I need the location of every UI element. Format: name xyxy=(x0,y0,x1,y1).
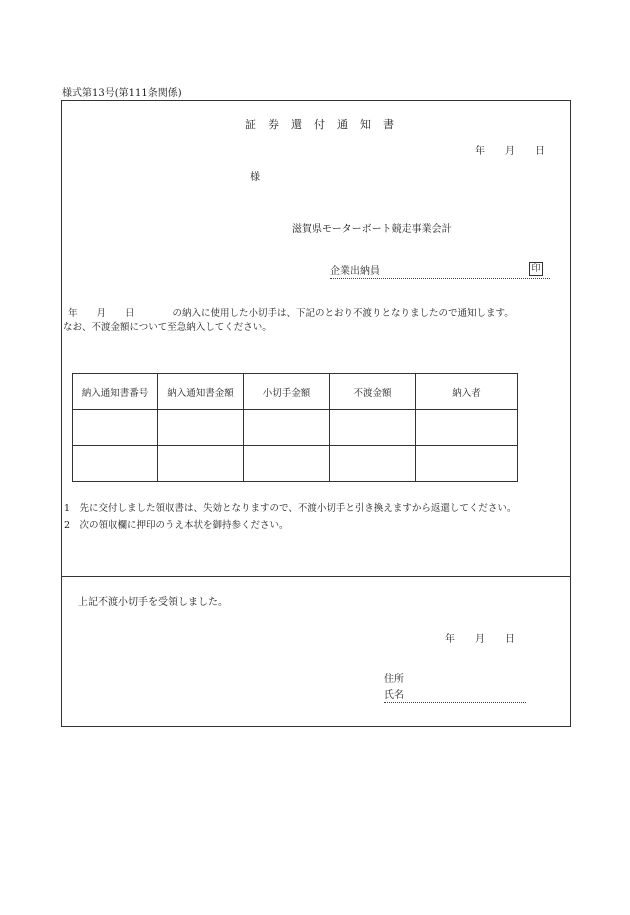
addressee-suffix: 様 xyxy=(250,172,260,183)
table-row xyxy=(73,410,518,446)
table-cell[interactable] xyxy=(416,410,518,446)
seal-mark: 印 xyxy=(529,262,543,276)
organization-name: 滋賀県モーターボート競走事業会計 xyxy=(292,224,452,235)
notice-line-2: なお、不渡金額について至急納入してください。 xyxy=(63,322,272,333)
table-row xyxy=(73,446,518,482)
column-header: 小切手金額 xyxy=(244,374,330,410)
column-header: 納入通知書金額 xyxy=(158,374,244,410)
table-cell[interactable] xyxy=(244,446,330,482)
table-cell[interactable] xyxy=(330,410,416,446)
column-header: 納入者 xyxy=(416,374,518,410)
table-cell[interactable] xyxy=(158,410,244,446)
note-1: 1 先に交付しました領収書は、失効となりますので、不渡小切手と引き換えますから返還してください。 xyxy=(64,503,517,514)
column-header: 納入通知書番号 xyxy=(73,374,158,410)
table-cell[interactable] xyxy=(416,446,518,482)
receipt-date: 年 月 日 xyxy=(445,634,515,645)
section-divider xyxy=(61,576,571,577)
table-cell[interactable] xyxy=(330,446,416,482)
name-label: 氏名 xyxy=(384,686,526,703)
dishonored-check-table xyxy=(72,373,518,482)
note-2: 2 次の領収欄に押印のうえ本状を御持参ください。 xyxy=(64,520,289,531)
column-header: 不渡金額 xyxy=(330,374,416,410)
table-cell[interactable] xyxy=(73,446,158,482)
table-cell[interactable] xyxy=(158,446,244,482)
notice-date: 年 月 日 xyxy=(475,146,545,157)
receipt-statement: 上記不渡小切手を受領しました。 xyxy=(78,597,228,608)
notice-line-1: 年 月 日 の納入に使用した小切手は、下記のとおり不渡りとなりましたので通知します。 xyxy=(68,308,514,319)
address-label: 住所 xyxy=(384,674,404,685)
table-cell[interactable] xyxy=(73,410,158,446)
treasurer-title: 企業出納員 xyxy=(330,262,550,279)
table-cell[interactable] xyxy=(244,410,330,446)
form-number: 様式第13号(第111条関係) xyxy=(62,88,182,99)
document-title: 証券還付通知書 xyxy=(245,118,406,131)
